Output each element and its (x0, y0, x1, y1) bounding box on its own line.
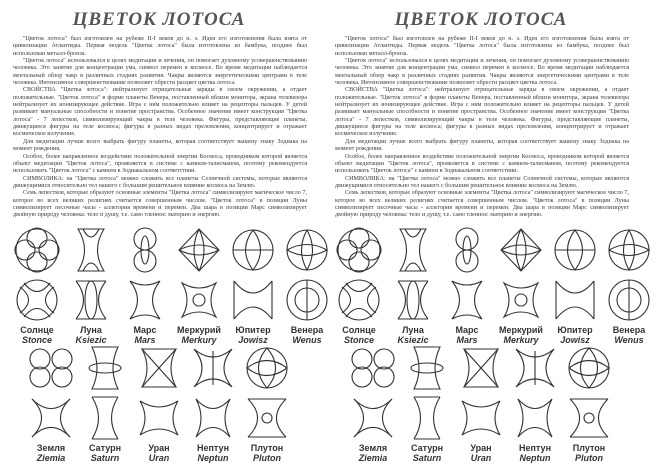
planet-figure (64, 225, 118, 343)
pluto-figure (240, 343, 294, 393)
planet-latin: Pluton (253, 453, 281, 463)
paragraph: Семь лепестков, которые образуют основные элементы "Цветка лотоса" символизируют магическое число 7, которое во всех великих религиях считается совершенным числом. "Цветок лотоса" в позиции Луны символизирует песочные часы - аллегория времени и перемен. Два шара в позиции Марс символизирует двойную природу человека: тело и душу, т.е. само тленное: материю и энергию. (13, 190, 307, 219)
earth-figure-2 (346, 393, 400, 443)
planet-figure (494, 225, 548, 343)
planet-name: Уран (148, 443, 170, 453)
jupiter-figure (226, 225, 280, 275)
planet-name: Луна (80, 325, 102, 335)
planet-latin: Stonce (21, 335, 52, 345)
planet-name: Нептун (518, 443, 551, 453)
sun-figure-2 (332, 275, 386, 325)
planet-latin: Uran (470, 453, 492, 463)
paragraph: "Цветок лотоса" использовался в целях медитации и лечения, он помогает духовному усовершенствованию человека. Это занятие для концентрации ума, символ перемен в космосе. Во время медитации наблюдается ментальный обзор чакр в различных стадиях развития. Чакры являются энергетическими центрами в теле человека. Интенсивное совершенствование позволяет обрести расцвет цветка лотоса. (335, 58, 629, 87)
planet-figure (346, 343, 400, 461)
mercury-figure-2 (172, 275, 226, 325)
neptune-figure-2 (508, 393, 562, 443)
jupiter-figure-2 (226, 275, 280, 325)
neptune-figure (508, 343, 562, 393)
page-title: ЦВЕТОК ЛОТОСА (72, 9, 246, 30)
planet-latin: Neptun (197, 453, 229, 463)
saturn-figure-2 (400, 393, 454, 443)
planet-latin: Jowisz (560, 335, 590, 345)
planet-figures (10, 225, 324, 463)
planet-figure (226, 225, 280, 343)
page-title: ЦВЕТОК ЛОТОСА (394, 9, 568, 30)
planet-latin: Uran (148, 453, 170, 463)
earth-figure (346, 343, 400, 393)
planet-figure (602, 225, 656, 343)
planet-latin: Ksiezic (75, 335, 107, 345)
moon-figure (386, 225, 440, 275)
planet-latin: Saturn (412, 453, 442, 463)
moon-figure-2 (64, 275, 118, 325)
paragraph: Для медитации лучше всего выбрать фигуру планеты, которая соответствует вашему знаку Зодиака на момент рождения. (13, 138, 307, 153)
saturn-figure (400, 343, 454, 393)
planet-name: Плутон (250, 443, 284, 453)
mercury-figure-2 (494, 275, 548, 325)
planet-latin: Stonce (343, 335, 374, 345)
body-text (13, 36, 307, 223)
planet-figure (118, 225, 172, 343)
paragraph: "Цветок лотоса" был изготовлен на рубеже II-I веков до н. э. Идея его изготовления была взята от цивилизации Атлантиды. Первая модель "Цветка лотоса" была изготовлена из бамбука, позднее был использован металл-бронза. (13, 36, 307, 57)
planet-figure (386, 225, 440, 343)
neptune-figure-2 (186, 393, 240, 443)
planet-name: Меркурий (177, 325, 221, 335)
paragraph: Семь лепестков, которые образуют основные элементы "Цветка лотоса" символизируют магическое число 7, которое во всех великих религиях считается совершенным числом. "Цветок лотоса" в позиции Луны символизирует песочные часы - аллегория времени и перемен. Два шара в позиции Марс символизирует двойную природу человека: тело и душу, т.е. само тленное: материю и энергию. (335, 190, 629, 219)
planet-latin: Merkury (503, 335, 539, 345)
moon-figure (64, 225, 118, 275)
paragraph: Особое, более направленное воздействие положительной энергии Космоса, проводником которой является объект медитации "Цветок лотоса", проявляется в системе с камнем-талисманом, поэтому рекомендуется использовать "Цветок лотоса" с камнем в Зодиакальном соответствии. (335, 153, 629, 175)
planet-name: Солнце (342, 325, 376, 335)
paragraph: Особое, более направленное воздействие положительной энергии Космоса, проводником которой является объект медитации "Цветок лотоса", проявляется в системе с камнем-талисманом, поэтому рекомендуется использовать "Цветок лотоса" с камнем в Зодиакальном соответствии. (13, 153, 307, 175)
paragraph: СВОЙСТВА "Цветка лотоса": нейтрализует отрицательные заряды в своем окружении, а отдает положительные. "Цветок лотоса" в форме планеты Венера, поставленный вблизи монитора, экрана телевизора нейтрализует их ионизирующее действие. Игра с ним положительно влияет на рецепторы пальцев. У детей развивает мануальные способности и понятие пространства. Особенное значение имеет конструкция "Цветка лотоса" - 7 лепестков, символизирующий чакры в теле человека. Фигуры, представляющие планеты, движущиеся фигуры на теле космоса; фигуры в разных видах преломления, концентрирует и отражает космическое излучение. (13, 87, 307, 138)
mars-figure-2 (118, 275, 172, 325)
mars-figure-2 (440, 275, 494, 325)
venus-figure (602, 225, 656, 275)
planet-name: Марс (455, 325, 479, 335)
uranus-figure-2 (132, 393, 186, 443)
jupiter-figure (548, 225, 602, 275)
saturn-figure (78, 343, 132, 393)
planet-latin: Merkury (181, 335, 217, 345)
sun-figure-2 (10, 275, 64, 325)
paragraph: СИМВОЛИКА: на "Цветка лотоса" можно сложить все планеты Солнечной системы, которые являются движущимися относительно тел нашего с большим решительное влияние космоса на Землю. (13, 175, 307, 189)
planet-name: Меркурий (499, 325, 543, 335)
planet-latin: Saturn (90, 453, 120, 463)
planet-latin: Ziemia (36, 453, 66, 463)
planet-latin: Wenus (614, 335, 644, 345)
saturn-figure-2 (78, 393, 132, 443)
uranus-figure (132, 343, 186, 393)
jupiter-figure-2 (548, 275, 602, 325)
paragraph: "Цветок лотоса" был изготовлен на рубеже II-I веков до н. э. Идея его изготовления была взята от цивилизации Атлантиды. Первая модель "Цветка лотоса" была изготовлена из бамбука, позднее был использован металл-бронза. (335, 36, 629, 57)
planet-figure (548, 225, 602, 343)
planet-latin: Mars (134, 335, 156, 345)
mars-figure (118, 225, 172, 275)
neptune-figure (186, 343, 240, 393)
planet-name: Венера (612, 325, 646, 335)
sun-figure (10, 225, 64, 275)
planet-name: Юпитер (557, 325, 593, 335)
planet-latin: Jowisz (238, 335, 268, 345)
planet-name: Земля (36, 443, 66, 453)
planet-figure (78, 343, 132, 461)
uranus-figure (454, 343, 508, 393)
planet-figure (332, 225, 386, 343)
planet-figure (400, 343, 454, 461)
planet-name: Венера (290, 325, 324, 335)
planet-name: Солнце (20, 325, 54, 335)
planet-name: Плутон (572, 443, 606, 453)
body-text (335, 36, 629, 223)
paragraph: СВОЙСТВА "Цветка лотоса": нейтрализует отрицательные заряды в своем окружении, а отдает положительные. "Цветок лотоса" в форме планеты Венера, поставленный вблизи монитора, экрана телевизора нейтрализует их ионизирующее действие. Игра с ним положительно влияет на рецепторы пальцев. У детей развивает мануальные способности и понятие пространства. Особенное значение имеет конструкция "Цветка лотоса" - 7 лепестков, символизирующий чакры в теле человека. Фигуры, представляющие планеты, движущиеся фигуры на теле космоса; фигуры в разных видах преломления, концентрирует и отражает космическое излучение. (335, 87, 629, 138)
right-page (322, 0, 646, 465)
mars-figure (440, 225, 494, 275)
planet-figure (240, 343, 294, 461)
mercury-figure (494, 225, 548, 275)
planet-figure (454, 343, 508, 461)
planet-figure (562, 343, 616, 461)
planet-name: Юпитер (235, 325, 271, 335)
moon-figure-2 (386, 275, 440, 325)
paragraph: Для медитации лучше всего выбрать фигуру планеты, которая соответствует вашему знаку Зодиака на момент рождения. (335, 138, 629, 153)
paragraph: СИМВОЛИКА: на "Цветка лотоса" можно сложить все планеты Солнечной системы, которые являются движущимися относительно тел нашего с большим решительное влияние космоса на Землю. (335, 175, 629, 189)
planet-figures (332, 225, 646, 463)
planet-name: Луна (402, 325, 424, 335)
planet-name: Марс (133, 325, 157, 335)
pluto-figure-2 (562, 393, 616, 443)
planet-name: Сатурн (410, 443, 444, 453)
pluto-figure (562, 343, 616, 393)
paragraph: "Цветок лотоса" использовался в целях медитации и лечения, он помогает духовному усовершенствованию человека. Это занятие для концентрации ума, символ перемен в космосе. Во время медитации наблюдается ментальный обзор чакр в различных стадиях развития. Чакры являются энергетическими центрами в теле человека. Интенсивное совершенствование позволяет обрести расцвет цветка лотоса. (13, 58, 307, 87)
left-page (0, 0, 324, 465)
venus-figure-2 (602, 275, 656, 325)
planet-figure (10, 225, 64, 343)
uranus-figure-2 (454, 393, 508, 443)
earth-figure (24, 343, 78, 393)
planet-latin: Ziemia (358, 453, 388, 463)
planet-figure (508, 343, 562, 461)
earth-figure-2 (24, 393, 78, 443)
planet-latin: Mars (456, 335, 478, 345)
planet-figure (440, 225, 494, 343)
planet-latin: Neptun (519, 453, 551, 463)
planet-figure (24, 343, 78, 461)
planet-figure (132, 343, 186, 461)
planet-figure (186, 343, 240, 461)
planet-latin: Pluton (575, 453, 603, 463)
planet-name: Сатурн (88, 443, 122, 453)
mercury-figure (172, 225, 226, 275)
planet-name: Уран (470, 443, 492, 453)
pluto-figure-2 (240, 393, 294, 443)
planet-name: Нептун (196, 443, 229, 453)
sun-figure (332, 225, 386, 275)
planet-name: Земля (358, 443, 388, 453)
planet-figure (172, 225, 226, 343)
planet-latin: Wenus (292, 335, 322, 345)
planet-latin: Ksiezic (397, 335, 429, 345)
